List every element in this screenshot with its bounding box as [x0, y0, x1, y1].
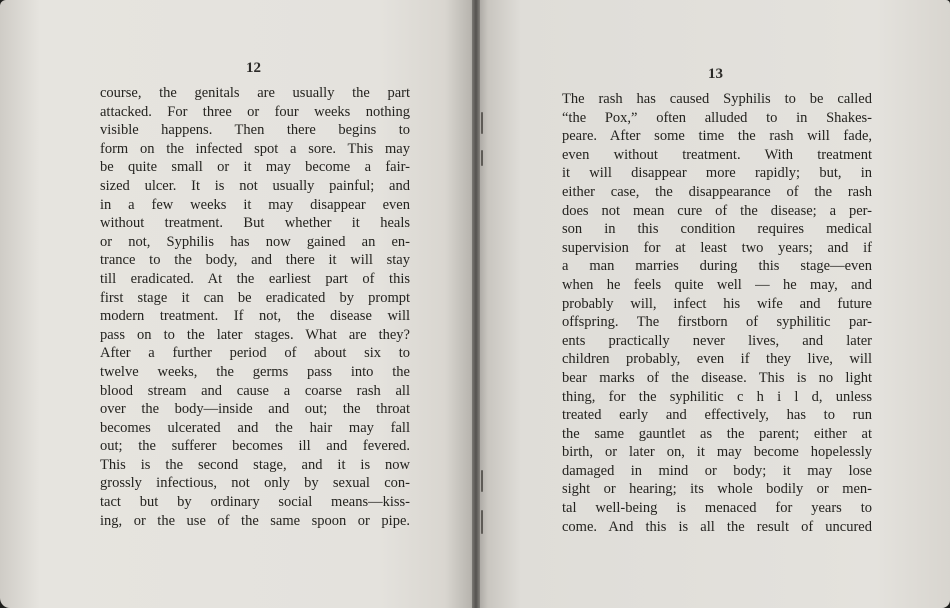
text-line: in a few weeks it may disappear even	[100, 196, 410, 213]
binding-stitch-upper	[481, 150, 483, 166]
text-line: grossly infectious, not only by sexual con-	[100, 475, 410, 492]
text-line: first stage it can be eradicated by prompt	[100, 289, 410, 306]
text-line: children probably, even if they live, will	[562, 351, 872, 368]
right-page	[476, 0, 950, 608]
text-line: over the body—inside and out; the throat	[100, 401, 410, 418]
text-line: blood stream and cause a coarse rash all	[100, 382, 410, 399]
right-page-text	[562, 90, 872, 536]
text-line: pass on to the later stages. What are they?	[100, 326, 410, 343]
text-line: visible happens. Then there begins to	[100, 122, 410, 139]
page-number-left: 12	[246, 60, 261, 76]
text-line: till eradicated. At the earliest part of this	[100, 270, 410, 287]
text-line: without treatment. But whether it heals	[100, 215, 410, 232]
text-line: ents practically never lives, and later	[562, 332, 872, 349]
text-line: supervision for at least two years; and if	[562, 239, 872, 256]
binding-stitch-lower	[481, 470, 483, 492]
text-line: sight or hearing; its whole bodily or men-	[562, 481, 872, 498]
text-line: damaged in mind or body; it may lose	[562, 462, 872, 479]
text-line: This is the second stage, and it is now	[100, 456, 410, 473]
text-line: probably will, infect his wife and future	[562, 295, 872, 312]
text-line: son in this condition requires medical	[562, 221, 872, 238]
text-line: thing, for the syphilitic c h i l d, unless	[562, 388, 872, 405]
text-line: becomes ulcerated and the hair may fall	[100, 419, 410, 436]
text-line: when he feels quite well — he may, and	[562, 276, 872, 293]
text-line: does not mean cure of the disease; a per-	[562, 202, 872, 219]
text-line: twelve weeks, the germs pass into the	[100, 363, 410, 380]
text-line: modern treatment. If not, the disease will	[100, 308, 410, 325]
binding-stitch-bottom	[481, 510, 483, 534]
text-line: even without treatment. With treatment	[562, 146, 872, 163]
text-line: birth, or later on, it may become hopelessly	[562, 444, 872, 461]
text-line: out; the sufferer becomes ill and fevered.	[100, 438, 410, 455]
text-line: trance to the body, and there it will stay	[100, 252, 410, 269]
text-line: be quite small or it may become a fair-	[100, 159, 410, 176]
text-line: come. And this is all the result of uncured	[562, 518, 872, 535]
binding-stitch-top	[481, 112, 483, 134]
text-line: “the Pox,” often alluded to in Shakes-	[562, 109, 872, 126]
text-line: or not, Syphilis has now gained an en-	[100, 233, 410, 250]
text-line: course, the genitals are usually the part	[100, 85, 410, 101]
left-page-text	[100, 84, 410, 530]
text-line: attacked. For three or four weeks nothing	[100, 103, 410, 120]
text-line: sized ulcer. It is not usually painful; and	[100, 177, 410, 194]
text-line: either case, the disappearance of the rash	[562, 183, 872, 200]
text-line: it will disappear more rapidly; but, in	[562, 165, 872, 182]
text-line: After a further period of about six to	[100, 345, 410, 362]
text-line: tal well-being is menaced for years to	[562, 500, 872, 517]
text-line: treated early and effectively, has to run	[562, 407, 872, 424]
text-line: offspring. The firstborn of syphilitic par-	[562, 314, 872, 331]
text-line: peare. After some time the rash will fade,	[562, 128, 872, 145]
text-line: the same gauntlet as the parent; either at	[562, 425, 872, 442]
text-line: ing, or the use of the same spoon or pipe.	[100, 512, 410, 529]
text-line: bear marks of the disease. This is no light	[562, 369, 872, 386]
book-gutter	[472, 0, 480, 608]
text-line: tact but by ordinary social means—kiss-	[100, 494, 410, 511]
text-line: form on the infected spot a sore. This may	[100, 140, 410, 157]
text-line: The rash has caused Syphilis to be called	[562, 91, 872, 107]
text-line: a man marries during this stage—even	[562, 258, 872, 275]
page-number-right: 13	[708, 66, 723, 82]
